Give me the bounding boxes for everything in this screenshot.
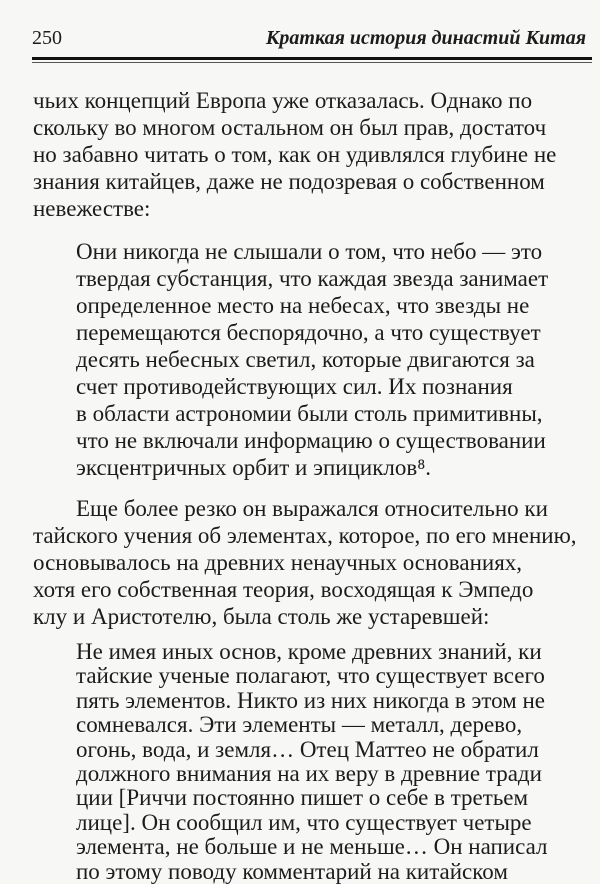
quote-line: твердая субстанция, что каждая звезда занимает — [76, 266, 549, 291]
quote-line: перемещаются беспорядочно, а что существует — [76, 320, 541, 345]
quote-line: элемента, не больше и не меньше… Он написал — [76, 835, 548, 860]
paragraph-line: клу и Аристотелю, была столь же устаревшей: — [33, 604, 490, 629]
paragraph-line: скольку во многом остальном он был прав, достаточ — [33, 115, 547, 140]
quote-line: счет противодействующих сил. Их познания — [76, 374, 513, 399]
quote-line: должного внимания на их веру в древние тради — [76, 762, 542, 786]
quote-line: что не включали информацию о существовании — [76, 428, 546, 453]
page-header — [32, 27, 586, 53]
paragraph-line: знания китайцев, даже не подозревая о собственном — [33, 169, 545, 194]
paragraph-line: чьих концепций Европа уже отказалась. Однако по — [33, 88, 533, 113]
quote-line: Они никогда не слышали о том, что небо — это — [76, 239, 543, 264]
quote-line: лице]. Он сообщил им, что существует четыре — [76, 810, 532, 835]
page-number: 250 — [32, 27, 62, 49]
paragraph-line: хотя его собственная теория, восходящая к Эмпедо — [33, 577, 534, 602]
quote-line: определенное место на небесах, что звезды не — [76, 293, 530, 318]
quote-line: сомневался. Эти элементы — металл, дерево, — [76, 713, 523, 738]
paragraph-line: основывалось на древних ненаучных основаниях, — [33, 550, 523, 575]
quote-line: пять элементов. Никто из них никогда в этом не — [76, 688, 545, 713]
quote-line: тайские ученые полагают, что существует всего — [76, 664, 545, 689]
quote-line: Не имея иных основ, кроме древних знаний, ки — [76, 640, 542, 664]
paragraph-line: но забавно читать о том, как он удивлялся глубине не — [33, 142, 557, 167]
quote-line: по этому поводу комментарий на китайском — [76, 859, 508, 884]
quote-line: в области астрономии были столь примитивны, — [76, 401, 543, 426]
header-rule — [32, 57, 592, 60]
quote-line: огонь, вода, и земля… Отец Маттео не обратил — [76, 737, 539, 762]
header-rule-thin — [32, 62, 592, 63]
paragraph-line: невежестве: — [33, 196, 151, 221]
paragraph-line: Еще более резко он выражался относительно ки — [76, 496, 548, 521]
quote-line: ции [Риччи постоянно пишет о себе в третьем — [76, 786, 529, 811]
quote-line: эксцентричных орбит и эпициклов⁸. — [76, 455, 431, 480]
quote-line: десять небесных светил, которые двигаются за — [76, 347, 535, 372]
running-title: Краткая история династий Китая — [265, 27, 586, 49]
paragraph-line: тайского учения об элементах, которое, по его мнению, — [33, 523, 577, 548]
